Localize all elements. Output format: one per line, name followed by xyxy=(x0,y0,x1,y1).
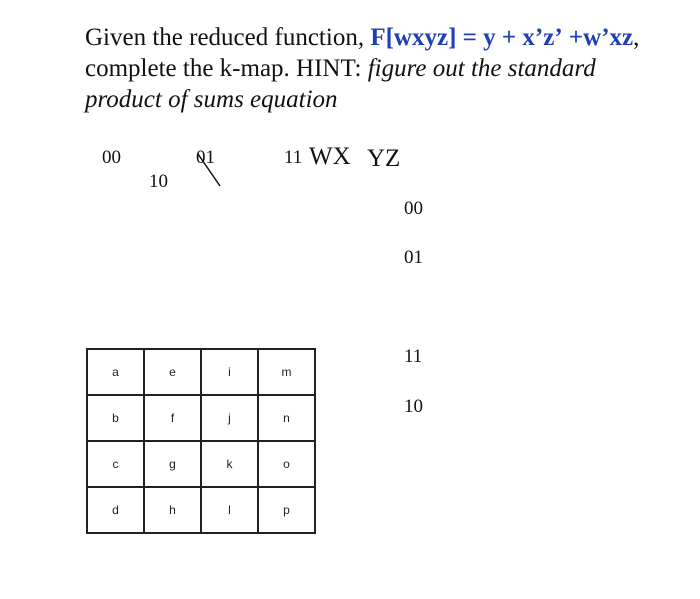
column-label-01: 01 xyxy=(196,147,215,168)
k-map-row xyxy=(87,349,315,395)
question-text xyxy=(85,22,645,115)
row-label-10: 10 xyxy=(404,396,423,417)
k-map-cell: l xyxy=(201,487,258,533)
yz-header: YZ xyxy=(367,145,401,172)
k-map-cell: e xyxy=(144,349,201,395)
column-label-00: 00 xyxy=(102,147,121,168)
k-map-cell: a xyxy=(87,349,144,395)
k-map-row xyxy=(87,395,315,441)
question-middle: , complete the k-map. HINT: xyxy=(85,24,640,82)
k-map-cell: f xyxy=(144,395,201,441)
k-map-row xyxy=(87,441,315,487)
k-map-cell: i xyxy=(201,349,258,395)
k-map-row xyxy=(87,487,315,533)
wx-header: WX xyxy=(309,143,351,170)
row-label-11: 11 xyxy=(404,346,423,367)
k-map-grid xyxy=(86,348,316,534)
k-map-cell: c xyxy=(87,441,144,487)
column-label-10: 10 xyxy=(149,171,168,192)
row-label-00: 00 xyxy=(404,198,423,219)
k-map-cell: j xyxy=(201,395,258,441)
question-intro: Given the reduced function, xyxy=(85,24,371,51)
function-expression-part1: F[wxyz] = y + x’z’ xyxy=(370,24,563,51)
column-label-11: 11 xyxy=(284,147,303,168)
k-map-cell: b xyxy=(87,395,144,441)
k-map-cell: h xyxy=(144,487,201,533)
hint-text: figure out the standard product of sums equation xyxy=(85,55,596,113)
function-expression-part2: +w’xz xyxy=(568,24,634,51)
k-map-cell: n xyxy=(258,395,315,441)
k-map-cell: k xyxy=(201,441,258,487)
k-map-cell: o xyxy=(258,441,315,487)
k-map-cell: d xyxy=(87,487,144,533)
diagonal-divider-line xyxy=(196,150,224,190)
k-map-cell: p xyxy=(258,487,315,533)
k-map-cell: g xyxy=(144,441,201,487)
row-label-01: 01 xyxy=(404,247,423,268)
k-map-cell: m xyxy=(258,349,315,395)
